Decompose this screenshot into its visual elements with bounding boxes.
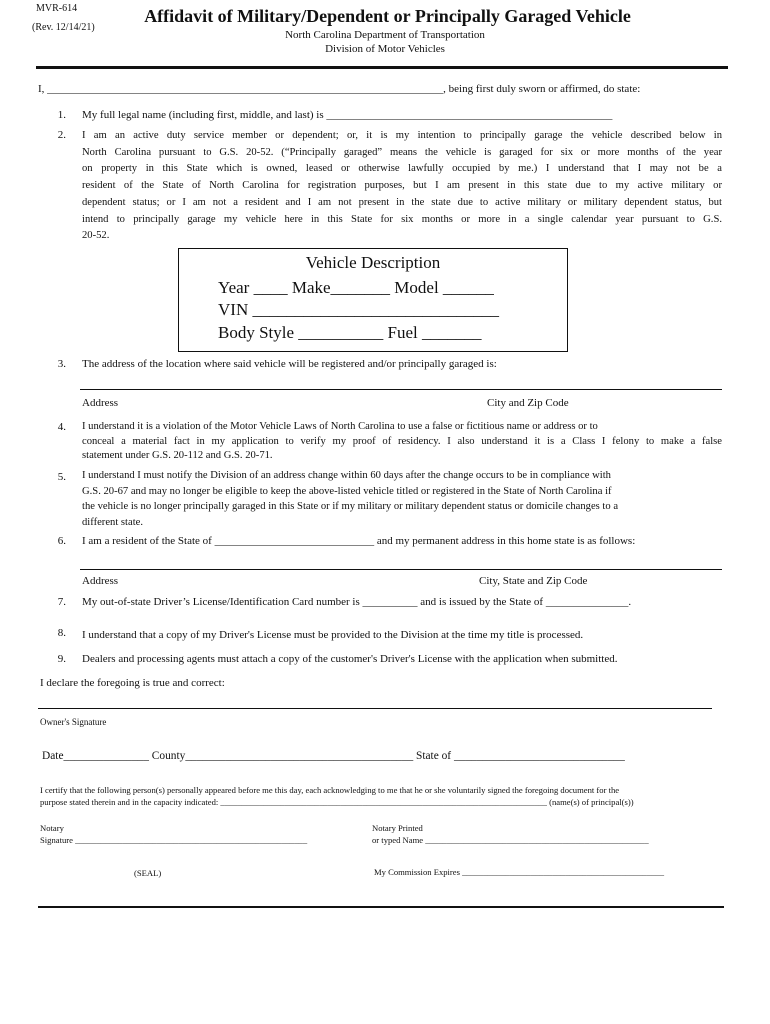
vehicle-vin-field[interactable]: VIN _____________________________ [218, 300, 499, 319]
license-copy-notice: I understand that a copy of my Driver's License must be provided to the Division at the time my title is processed. [82, 629, 584, 641]
statement-line: intend to principally garage my vehicle here in this State for six months or more in a single calendar year pursuant to G.S. [82, 213, 722, 225]
city-zip-label: City and Zip Code [487, 397, 569, 409]
item-number: 9. [57, 653, 66, 665]
item-number: 8. [57, 627, 66, 639]
garage-address-field[interactable] [80, 389, 722, 390]
home-address-field[interactable] [80, 569, 722, 570]
address-label: Address [82, 397, 119, 409]
statement-line: on property in this State which is owned, leased or otherwise lawfully occupied by me.) I understand that I may not be a [82, 163, 722, 175]
division-name: Division of Motor Vehicles [325, 43, 445, 55]
false-statement-warning [82, 420, 722, 464]
vehicle-body-fuel-field[interactable]: Body Style __________ Fuel _______ [218, 323, 482, 342]
statement-line: resident of the State of North Carolina for registration purposes, but I am present in this state due to my active military or [82, 180, 722, 192]
owner-signature-field[interactable] [38, 708, 712, 709]
notary-printed-label: Notary Printed [372, 823, 423, 833]
garage-address-prompt: The address of the location where said vehicle will be registered and/or principally garaged is: [82, 358, 497, 370]
legal-name-field[interactable]: My full legal name (including first, middle, and last) is ____________________________________________________ [82, 109, 613, 121]
statement-line: I am an active duty service member or dependent; or, it is my intention to principally garage the vehicle described below in [82, 130, 722, 141]
footer-rule [38, 906, 724, 908]
item-number: 2. [57, 129, 66, 141]
notary-printed-name-field[interactable]: or typed Name ____________________________________________________ [372, 835, 649, 845]
statement-line: G.S. 20-67 and may no longer be eligible to keep the above-listed vehicle titled or registered in the State of North Carolina if [82, 485, 612, 497]
statement-line: statement under G.S. 20-112 and G.S. 20-71. [82, 450, 273, 461]
owner-signature-label: Owner's Signature [40, 717, 107, 727]
dealer-notice: Dealers and processing agents must attach a copy of the customer's Driver's License with the application when submitted. [82, 653, 618, 665]
address-label: Address [82, 575, 119, 587]
page-title: Affidavit of Military/Dependent or Principally Garaged Vehicle [144, 6, 631, 26]
item-number: 3. [57, 358, 66, 370]
address-change-notice [82, 468, 722, 530]
revision-date: (Rev. 12/14/21) [32, 22, 95, 33]
item-number: 1. [57, 109, 66, 121]
statement-line: I understand I must notify the Division of an address change within 60 days after the change occurs to be in compliance with [82, 470, 611, 481]
statement-line: dependent status; or I am not a resident and I am not present in the state due to active military or military dependent status, but [82, 196, 722, 208]
principal-names-field[interactable]: purpose stated therein and in the capacity indicated: ____________________________________________________________________________ (name(s) of principal(s)) [40, 797, 634, 807]
declaration-text: I declare the foregoing is true and correct: [40, 677, 225, 689]
notary-seal-label: (SEAL) [134, 868, 162, 878]
notary-signature-label: Notary [40, 823, 64, 833]
vehicle-year-make-model-field[interactable]: Year ____ Make_______ Model ______ [218, 278, 494, 297]
form-number: MVR-614 [36, 3, 78, 14]
home-state-field[interactable]: I am a resident of the State of _____________________________ and my permanent address in this home state is as follows: [82, 535, 636, 547]
item-number: 4. [57, 421, 66, 433]
affiant-intro: I, ________________________________________________________________________, being first duly sworn or affirmed, do state: [38, 83, 641, 95]
date-county-state-field[interactable]: Date_______________ County________________________________________ State of ______________________________ [42, 750, 625, 762]
item-number: 6. [57, 535, 66, 547]
vehicle-description-title: Vehicle Description [305, 253, 441, 272]
commission-expires-field[interactable]: My Commission Expires _______________________________________________ [374, 867, 665, 877]
statement-line: different state. [82, 516, 143, 528]
military-garage-statement [82, 128, 722, 245]
item-number: 5. [57, 471, 66, 483]
city-state-zip-label: City, State and Zip Code [479, 575, 588, 587]
header-rule [36, 66, 728, 69]
statement-line: 20-52. [82, 230, 110, 242]
statement-line: I understand it is a violation of the Motor Vehicle Laws of North Carolina to use a false or fictitious name or address or to [82, 421, 598, 432]
statement-line: the vehicle is no longer principally garaged in this State or if my military or military dependent status or domicile changes to a [82, 501, 619, 512]
notary-certification-line: I certify that the following person(s) personally appeared before me this day, each acknowledging to me that he or she voluntarily signed the foregoing document for the [40, 785, 620, 795]
statement-line: North Carolina pursuant to G.S. 20-52. (“Principally garaged” means the vehicle is garaged for six or more months of the year [82, 146, 722, 158]
drivers-license-field[interactable]: My out-of-state Driver’s License/Identification Card number is __________ and is issued by the State of _______________. [82, 596, 632, 608]
item-number: 7. [57, 596, 66, 608]
notary-signature-field[interactable]: Signature ______________________________________________________ [40, 835, 308, 845]
department-name: North Carolina Department of Transportation [285, 29, 485, 41]
statement-line: conceal a material fact in my application to verify my proof of residency. I also understand it is a Class I felony to make a false [82, 435, 722, 447]
